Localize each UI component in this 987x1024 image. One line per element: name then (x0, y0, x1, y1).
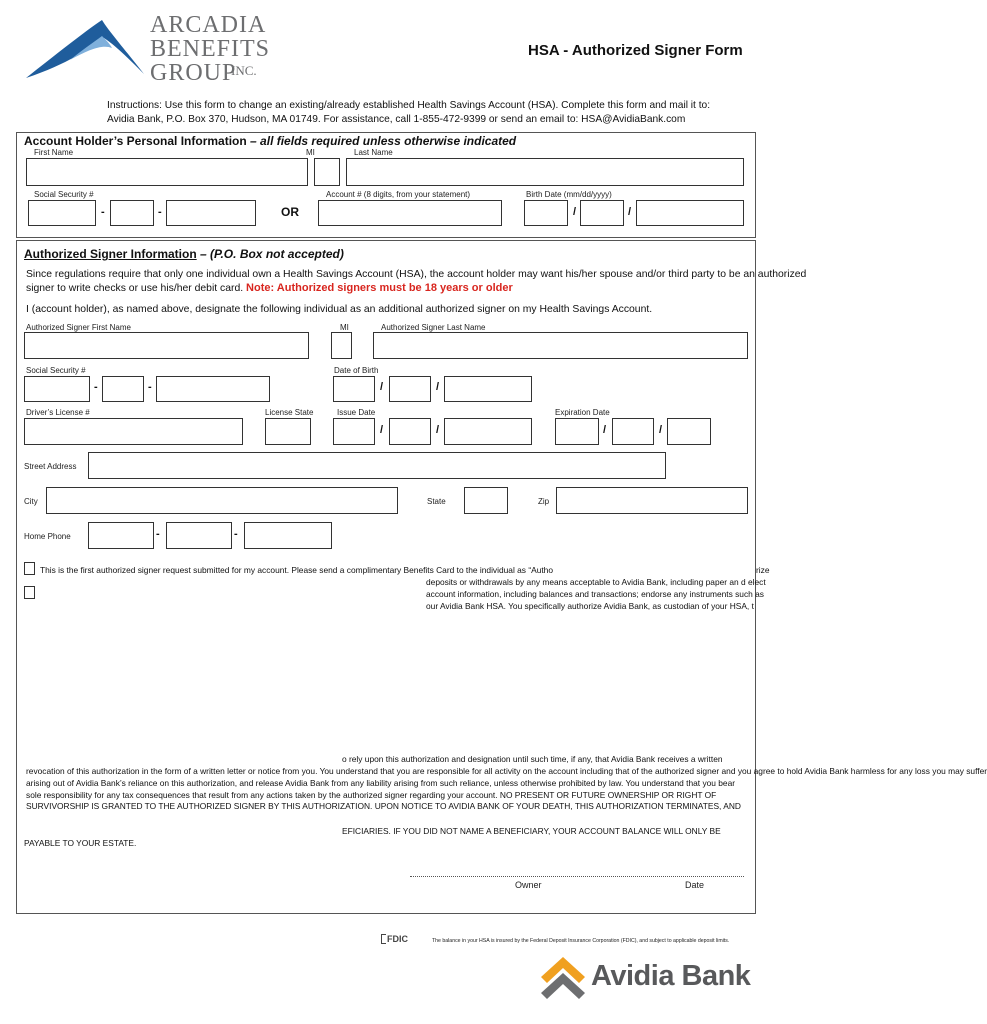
holder-first-name-field[interactable] (26, 158, 308, 186)
signer-zip-field[interactable] (556, 487, 748, 514)
complimentary-card-checkbox[interactable] (24, 562, 35, 575)
signer-dl-field[interactable] (24, 418, 243, 445)
legal-paragraph-line6: EFICIARIES. IF YOU DID NOT NAME A BENEFICIARY, YOUR ACCOUNT BALANCE WILL ONLY BE (342, 826, 721, 836)
logo-line-benefits: BENEFITS (150, 36, 271, 62)
signer-expiration-slash2: / (659, 424, 663, 436)
signer-license-state-label: License State (265, 408, 314, 417)
owner-signature-label: Owner (515, 880, 542, 890)
legal-paragraph-line7: PAYABLE TO YOUR ESTATE. (24, 838, 137, 848)
signer-ssn-part3[interactable] (156, 376, 270, 402)
signer-expiration-month[interactable] (555, 418, 599, 445)
signer-zip-label: Zip (538, 497, 550, 506)
complimentary-card-text: This is the first authorized signer request submitted for my account. Please send a complimentary Benefits Card to the individual as “Autho (40, 565, 553, 575)
signer-phone-dash1: - (156, 528, 160, 540)
signer-issue-date-label: Issue Date (337, 408, 376, 417)
holder-birth-day[interactable] (580, 200, 624, 226)
legal-paragraph-line3: arising out of Avidia Bank’s reliance on this authorization, and release Avidia Bank from any liability arising from such reliance, unless otherwise prohibited by law. You understand that you bear (26, 778, 736, 788)
signer-dob-day[interactable] (389, 376, 431, 402)
fdic-disclaimer: The balance in your HSA is insured by the Federal Deposit Insurance Corporation (FDIC), and subject to applicable deposit limits. (432, 938, 730, 944)
signer-designation-line: I (account holder), as named above, designate the following individual as an additional authorized signer on my Health Savings Account. (26, 304, 653, 315)
account-holder-heading-text: Account Holder’s Personal Information (24, 134, 247, 148)
signer-issue-slash1: / (380, 424, 384, 436)
holder-account-label: Account # (8 digits, from your statement) (326, 190, 471, 199)
authorized-signer-heading-note: – (P.O. Box not accepted) (200, 247, 344, 261)
signer-issue-slash2: / (436, 424, 440, 436)
account-holder-heading (24, 134, 516, 148)
authorized-signer-heading (24, 247, 344, 261)
logo-line-arcadia: ARCADIA (150, 12, 267, 38)
account-holder-heading-note: – all fields required unless otherwise indicated (250, 134, 517, 148)
signer-street-label: Street Address (24, 462, 77, 471)
holder-birth-slash1: / (573, 206, 577, 218)
holder-ssn-part3[interactable] (166, 200, 256, 226)
authorization-text-line2: account information, including balances and transactions; endorse any instruments such as (426, 589, 764, 599)
holder-mi-field[interactable] (314, 158, 340, 186)
signer-dob-slash2: / (436, 381, 440, 393)
holder-ssn-part2[interactable] (110, 200, 154, 226)
signer-issue-day[interactable] (389, 418, 431, 445)
holder-birth-month[interactable] (524, 200, 568, 226)
authorized-signer-heading-text: Authorized Signer Information (24, 247, 197, 261)
legal-paragraph-line4: sole responsibility for any tax consequences that result from any actions taken by the authorized signer regarding your account. NO PRESENT OR FUTURE OWNERSHIP OR RIGHT OF (26, 790, 717, 800)
signer-expiration-date-label: Expiration Date (555, 408, 610, 417)
signer-phone-dash2: - (234, 528, 238, 540)
holder-last-name-field[interactable] (346, 158, 744, 186)
signer-intro-line1: Since regulations require that only one individual own a Health Savings Account (HSA), the account holder may want his/her spouse and/or third party to be an authorized (26, 269, 807, 280)
signer-home-phone-label: Home Phone (24, 532, 71, 541)
signer-phone-part1[interactable] (88, 522, 154, 549)
authorization-text-line3: our Avidia Bank HSA. You specifically authorize Avidia Bank, as custodian of your HSA, t (426, 601, 754, 611)
signer-dob-slash1: / (380, 381, 384, 393)
holder-ssn-label: Social Security # (34, 190, 94, 199)
avidia-chevron-icon (539, 955, 587, 1001)
signer-issue-month[interactable] (333, 418, 375, 445)
signer-expiration-day[interactable] (612, 418, 654, 445)
signer-expiration-slash1: / (603, 424, 607, 436)
signer-last-name-field[interactable] (373, 332, 748, 359)
logo-inc: INC. (231, 63, 257, 78)
holder-birth-slash2: / (628, 206, 632, 218)
avidia-bank-name: Avidia Bank (591, 960, 751, 992)
signer-first-name-label: Authorized Signer First Name (26, 323, 131, 332)
signer-license-state-field[interactable] (265, 418, 311, 445)
signer-issue-year[interactable] (444, 418, 532, 445)
signer-first-name-field[interactable] (24, 332, 309, 359)
holder-mi-label: MI (306, 148, 315, 157)
fdic-bracket-icon (381, 934, 386, 944)
signer-ssn-part1[interactable] (24, 376, 90, 402)
fdic-logo (381, 934, 408, 944)
signer-city-field[interactable] (46, 487, 398, 514)
signer-ssn-part2[interactable] (102, 376, 144, 402)
signer-age-note: Note: Authorized signers must be 18 years or older (246, 282, 513, 294)
logo-line-group: GROUP (150, 60, 237, 86)
signer-ssn-dash2: - (148, 381, 152, 393)
signer-mi-field[interactable] (331, 332, 352, 359)
instructions-line1: Instructions: Use this form to change an existing/already established Health Savings Account (HSA). Complete this form and mail it to: (107, 100, 711, 111)
signer-dob-label: Date of Birth (334, 366, 379, 375)
signer-ssn-label: Social Security # (26, 366, 86, 375)
holder-last-name-label: Last Name (354, 148, 393, 157)
holder-or-label: OR (281, 205, 299, 219)
signer-dob-month[interactable] (333, 376, 375, 402)
signer-phone-part2[interactable] (166, 522, 232, 549)
signer-ssn-dash1: - (94, 381, 98, 393)
signer-dl-label: Driver’s License # (26, 408, 90, 417)
signer-last-name-label: Authorized Signer Last Name (381, 323, 486, 332)
complimentary-card-text-tail: rize (756, 565, 770, 575)
owner-signature-line[interactable] (410, 876, 744, 877)
legal-paragraph-line1: o rely upon this authorization and designation until such time, if any, that Avidia Bank receives a written (342, 754, 723, 764)
signer-state-field[interactable] (464, 487, 508, 514)
authorization-checkbox[interactable] (24, 586, 35, 599)
holder-ssn-part1[interactable] (28, 200, 96, 226)
signer-expiration-year[interactable] (667, 418, 711, 445)
holder-ssn-dash2: - (158, 206, 162, 218)
legal-paragraph-line5: SURVIVORSHIP IS GRANTED TO THE AUTHORIZED SIGNER BY THIS AUTHORIZATION. UPON NOTICE TO AVIDIA BANK OF YOUR DEATH, THIS AUTHORIZATION TERMINATES, AND (26, 801, 741, 811)
signer-city-label: City (24, 497, 38, 506)
signer-phone-part3[interactable] (244, 522, 332, 549)
signature-date-label: Date (685, 880, 705, 890)
holder-account-field[interactable] (318, 200, 502, 226)
fdic-text: FDIC (387, 934, 408, 944)
holder-ssn-dash1: - (101, 206, 105, 218)
signer-state-label: State (427, 497, 446, 506)
mountain-logo-icon (24, 18, 146, 80)
authorization-text-line1: deposits or withdrawals by any means acceptable to Avidia Bank, including paper an d elect (426, 577, 766, 587)
signer-street-field[interactable] (88, 452, 666, 479)
holder-first-name-label: First Name (34, 148, 74, 157)
legal-paragraph-line2: revocation of this authorization in the form of a written letter or notice from you. You understand that you are responsible for all activity on the account including that of the authorized signer and you agree to hold Avidia Bank harmless for any loss you may suffer (26, 766, 987, 776)
instructions-line2: Avidia Bank, P.O. Box 370, Hudson, MA 01749. For assistance, call 1-855-472-9399 or send an email to: HSA@AvidiaBank.com (107, 114, 686, 125)
holder-birth-year[interactable] (636, 200, 744, 226)
holder-birth-date-label: Birth Date (mm/dd/yyyy) (526, 190, 612, 199)
form-title: HSA - Authorized Signer Form (528, 42, 743, 59)
signer-intro-line2-text: signer to write checks or use his/her debit card. (26, 283, 244, 294)
signer-dob-year[interactable] (444, 376, 532, 402)
signer-intro-line2 (26, 282, 513, 295)
signer-mi-label: MI (340, 323, 349, 332)
